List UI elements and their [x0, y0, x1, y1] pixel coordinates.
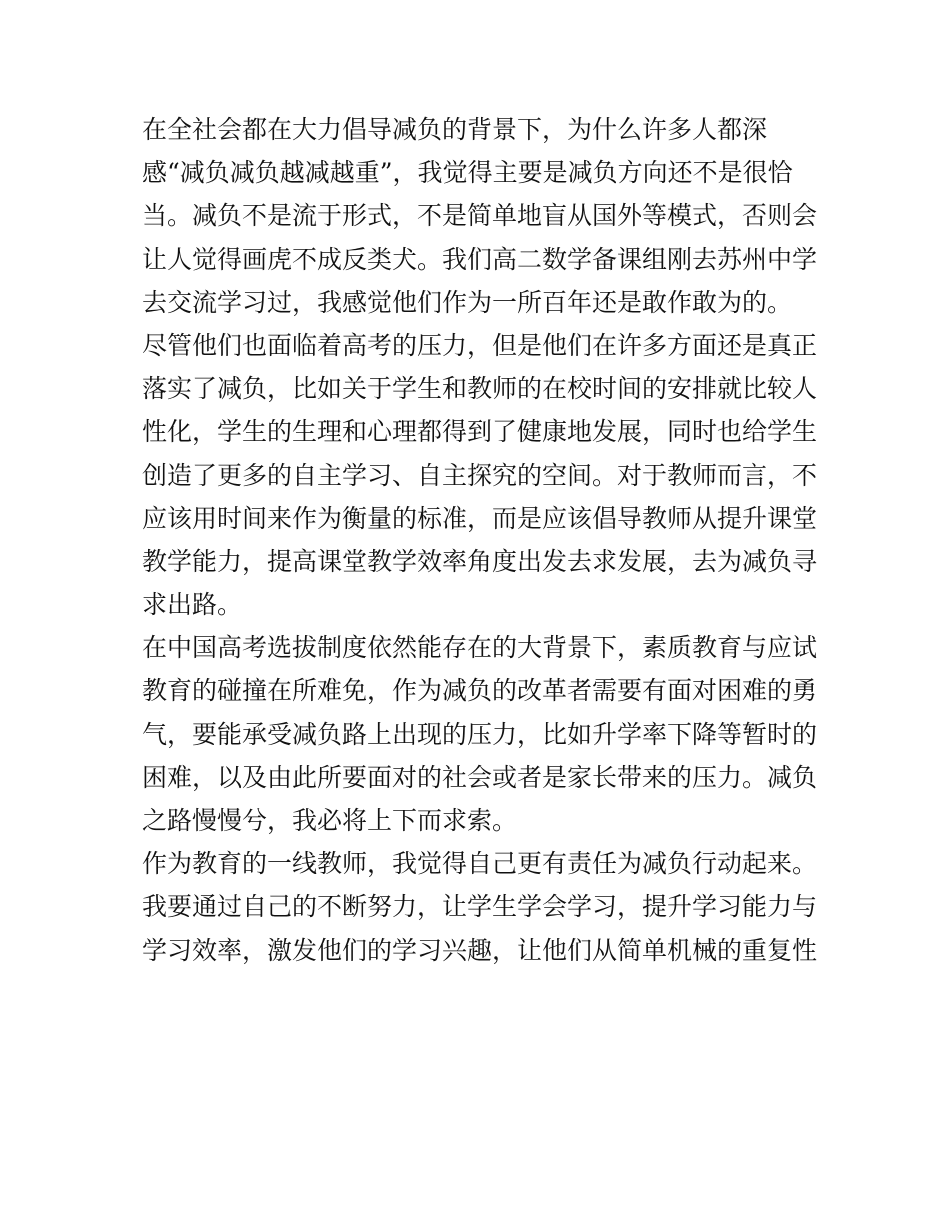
- text-line: 我要通过自己的不断努力，让学生学会学习，提升学习能力与: [142, 892, 818, 922]
- text-line: 在全社会都在大力倡导减负的背景下，为什么许多人都深: [142, 115, 768, 144]
- text-line: 在中国高考选拔制度依然能存在的大背景下，素质教育与应试: [142, 633, 818, 663]
- text-line: 之路慢慢兮，我必将上下而求索。: [142, 806, 518, 835]
- text-line: 性化，学生的生理和心理都得到了健康地发展，同时也给学生: [142, 417, 818, 447]
- text-line: 气，要能承受减负路上出现的压力，比如升学率下降等暂时的: [142, 719, 818, 749]
- text-line: 让人觉得画虎不成反类犬。我们高二数学备课组刚去苏州中学: [142, 244, 818, 274]
- text-line: 当。减负不是流于形式，不是简单地盲从国外等模式，否则会: [142, 201, 818, 231]
- text-line: 作为教育的一线教师，我觉得自己更有责任为减负行动起来。: [142, 849, 818, 879]
- text-line: 求出路。: [142, 590, 243, 620]
- text-line: 尽管他们也面临着高考的压力，但是他们在许多方面还是真正: [142, 330, 818, 360]
- text-line: 创造了更多的自主学习、自主探究的空间。对于教师而言，不: [142, 460, 818, 490]
- text-line: 教育的碰撞在所难免，作为减负的改革者需要有面对困难的勇: [142, 676, 818, 706]
- text-line: 学习效率，激发他们的学习兴趣，让他们从简单机械的重复性: [142, 935, 818, 965]
- text-line: 困难，以及由此所要面对的社会或者是家长带来的压力。减负: [142, 762, 818, 792]
- text-line: 应该用时间来作为衡量的标准，而是应该倡导教师从提升课堂: [142, 503, 818, 533]
- text-line: 教学能力，提高课堂教学效率角度出发去求发展，去为减负寻: [142, 546, 818, 576]
- text-line: 落实了减负，比如关于学生和教师的在校时间的安排就比较人: [142, 374, 818, 404]
- text-line: 感“减负减负越减越重”，我觉得主要是减负方向还不是很恰: [142, 158, 793, 188]
- text-line: 去交流学习过，我感觉他们作为一所百年还是敢作敢为的。: [142, 287, 793, 317]
- body-text: [142, 108, 822, 972]
